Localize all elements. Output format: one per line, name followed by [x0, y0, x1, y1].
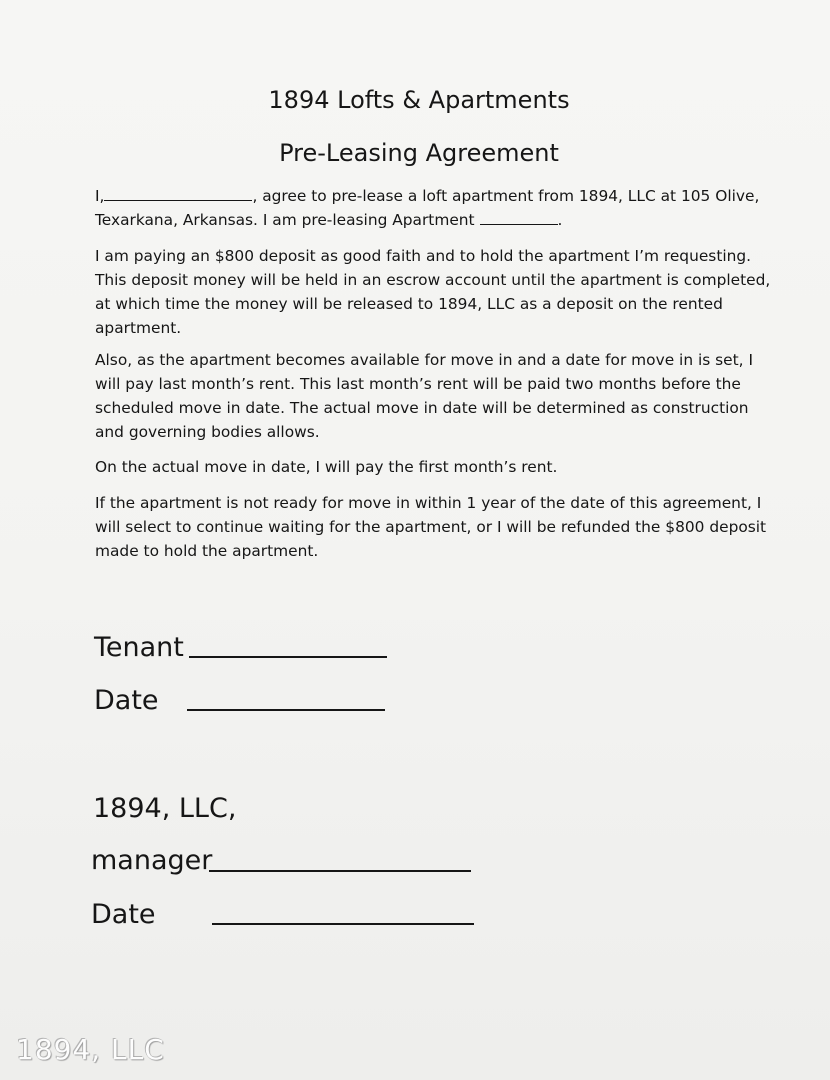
- paragraph-line: scheduled move in date. The actual move in date will be determined as construction: [95, 399, 749, 417]
- paragraph-line: and governing bodies allows.: [95, 423, 320, 441]
- refund-paragraph: [95, 491, 767, 563]
- paragraph-line: On the actual move in date, I will pay the first month’s rent.: [95, 458, 558, 476]
- tenant-date-line: [187, 709, 385, 711]
- company-label: 1894, LLC,: [93, 793, 237, 824]
- document-title: 1894 Lofts & Apartments: [268, 86, 570, 114]
- tenant-label: Tenant: [94, 632, 184, 663]
- manager-date-line: [212, 923, 474, 925]
- intro-prefix: I,: [95, 187, 105, 205]
- paragraph-line: Also, as the apartment becomes available for move in and a date for move in is set, I: [95, 351, 754, 369]
- intro-after-name: , agree to pre-lease a loft apartment from 1894, LLC at 105 Olive,: [252, 187, 760, 205]
- watermark: 1894, LLC: [16, 1033, 165, 1066]
- tenant-intro-paragraph: [95, 184, 760, 232]
- paragraph-line: This deposit money will be held in an escrow account until the apartment is completed,: [95, 271, 771, 289]
- tenant-signature-line: [189, 656, 387, 658]
- paragraph-line: will select to continue waiting for the apartment, or I will be refunded the $800 deposit: [95, 518, 767, 536]
- first-month-rent-paragraph: [95, 455, 755, 479]
- apartment-number-blank: [480, 210, 558, 225]
- tenant-date-label: Date: [94, 685, 159, 716]
- paragraph-line: will pay last month’s rent. This last month’s rent will be paid two months before the: [95, 375, 741, 393]
- paragraph-line: at which time the money will be released to 1894, LLC as a deposit on the rented: [95, 295, 723, 313]
- manager-date-label: Date: [91, 899, 156, 930]
- paragraph-line: If the apartment is not ready for move in within 1 year of the date of this agreement, I: [95, 494, 762, 512]
- intro-line-2: Texarkana, Arkansas. I am pre-leasing Apartment: [95, 211, 475, 229]
- last-month-rent-paragraph: [95, 348, 755, 444]
- paragraph-line: apartment.: [95, 319, 182, 337]
- intro-suffix: .: [557, 211, 563, 229]
- deposit-paragraph: [95, 244, 771, 340]
- tenant-name-blank: [104, 186, 252, 201]
- document-subtitle: Pre-Leasing Agreement: [279, 139, 559, 167]
- manager-label: manager: [91, 845, 213, 876]
- paragraph-line: made to hold the apartment.: [95, 542, 319, 560]
- manager-signature-line: [209, 870, 471, 872]
- paragraph-line: I am paying an $800 deposit as good faith and to hold the apartment I’m requesting.: [95, 247, 752, 265]
